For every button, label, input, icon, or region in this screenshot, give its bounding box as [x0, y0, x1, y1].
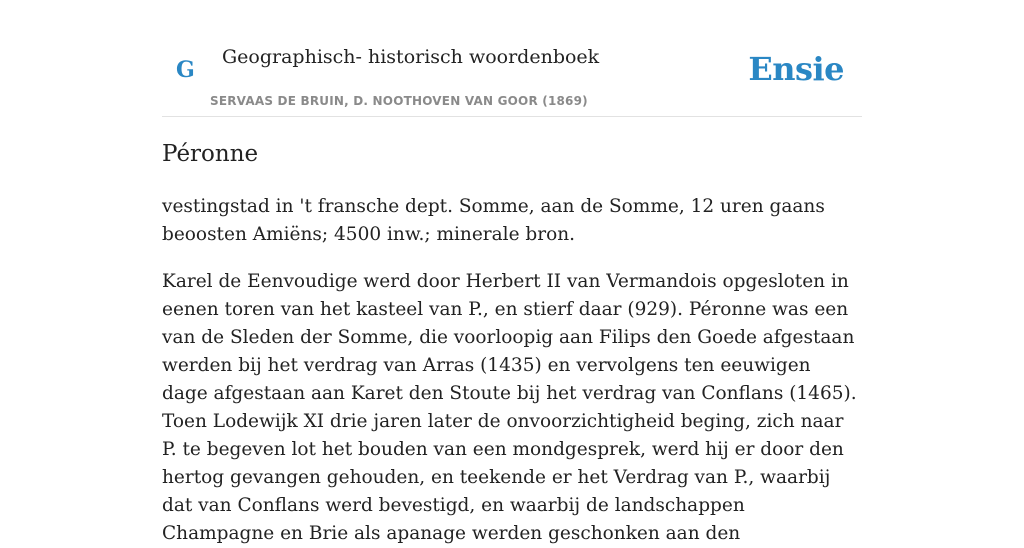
book-title[interactable]: Geographisch- historisch woordenboek	[222, 46, 600, 68]
entry-paragraph: vestingstad in 't fransche dept. Somme, aan de Somme, 12 uren gaans beoosten Amiëns; 4500 inw.; minerale bron.	[162, 196, 825, 245]
ensie-logo[interactable]: Ensie	[748, 50, 844, 88]
entry-paragraph: Karel de Eenvoudige werd door Herbert II van Vermandois opgesloten in eenen toren van het kasteel van P., en stierf daar (929). Péronne was een van de Sleden der Somme, die voorloopig aan Filips den Goede afgestaan werden bij het verdrag van Arras (1435) en vervolgens ten eeuwigen dage afgestaan aan Karet den Stoute bij het verdrag van Conflans (1465). Toen Lodewijk XI drie jaren later de onvoorzichtigheid beging, zich naar P. te begeven lot het bouden van een mondgesprek, werd hij er door den hertog gevangen gehouden, en teekende er het Verdrag van P., waarbij dat van Conflans werd bevestigd, en waarbij de landschappen Champagne en Brie als apanage werden geschonken aan den	[162, 271, 857, 544]
book-badge[interactable]: G	[176, 57, 195, 83]
book-authors: SERVAAS DE BRUIN, D. NOOTHOVEN VAN GOOR (1869)	[210, 94, 588, 108]
entry-title: Péronne	[162, 141, 259, 167]
header	[162, 0, 862, 117]
page	[162, 0, 862, 548]
